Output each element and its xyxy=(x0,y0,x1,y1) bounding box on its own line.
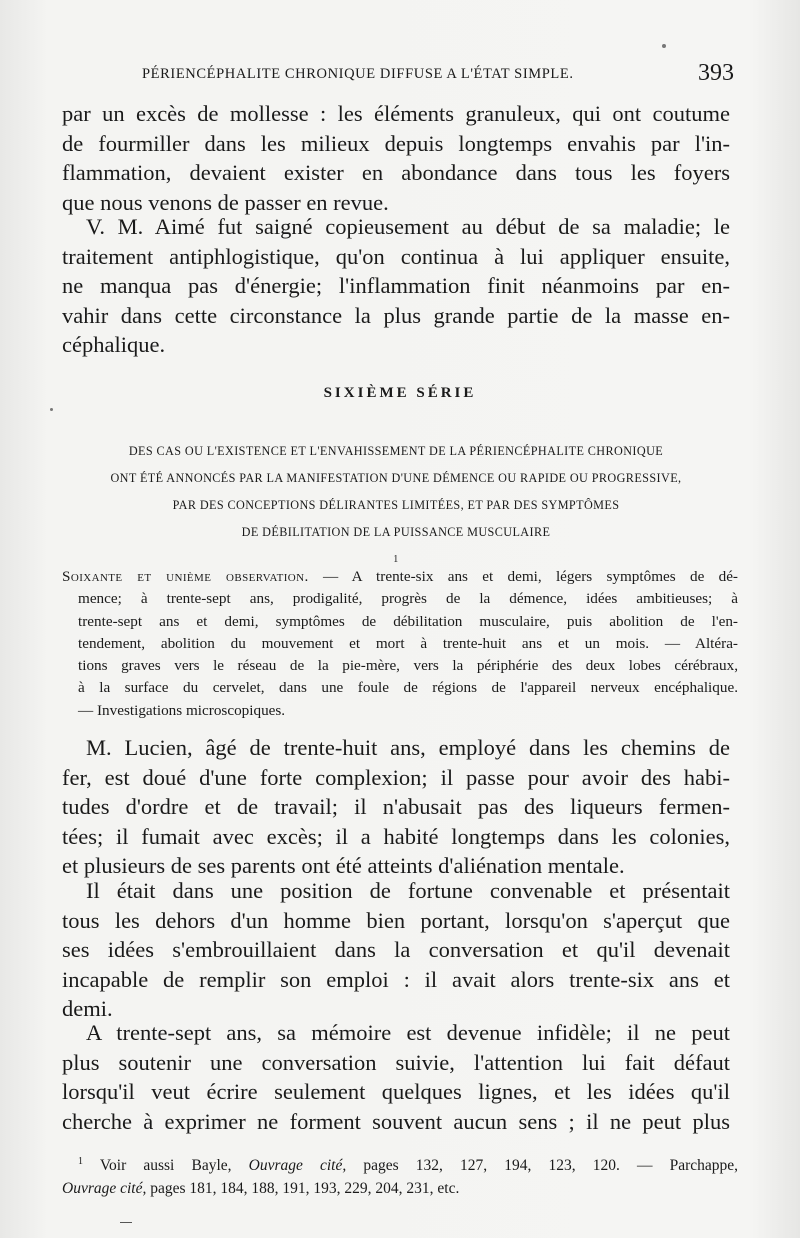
text-line: lorsqu'il veut écrire seulement quelques lignes, et les idées qu'il xyxy=(62,1079,730,1104)
ink-speck xyxy=(50,408,53,411)
text-line: — Investigations microscopiques. xyxy=(78,701,286,719)
text-line: fer, est doué d'une forte complexion; il passe pour avoir des habi- xyxy=(62,764,730,790)
text-line: que nous venons de passer en revue. xyxy=(62,189,389,215)
text-line: ses idées s'embrouillaient dans la conversation et qu'il devenait xyxy=(62,937,730,962)
text-line: à la surface du cervelet, dans une foule de régions de l'appareil nerveux encéphalique. xyxy=(78,679,738,697)
section-heading: SIXIÈME SÉRIE xyxy=(323,385,477,401)
text-line: Il était dans une position de fortune convenable et présentait xyxy=(86,878,730,903)
text-line: par un excès de mollesse : les éléments granuleux, qui ont coutume xyxy=(62,101,730,126)
series-title xyxy=(62,438,730,577)
text-line: flammation, devaient exister en abondance dans tous les foyers xyxy=(62,160,730,185)
footnote-text: pages 181, 184, 188, 191, 193, 229, 204, 231, etc. xyxy=(146,1180,460,1198)
text-line: A trente-sept ans, sa mémoire est devenue infidèle; il ne peut xyxy=(86,1020,730,1045)
text-line: tions graves vers le réseau de la pie-mère, vers la périphérie des deux lobes cérébraux, xyxy=(78,657,738,675)
intro-paragraph xyxy=(62,99,730,217)
paragraph-lucien xyxy=(62,733,730,881)
footnote-text: pages 132, 127, 194, 123, 120. — Parchappe, xyxy=(346,1157,738,1175)
series-title-line: PAR DES CONCEPTIONS DÉLIRANTES LIMITÉES, ET PAR DES SYMPTÔMES xyxy=(172,498,620,512)
text-line: V. M. Aimé fut saigné copieusement au début de sa maladie; le xyxy=(86,214,730,239)
footnote-line xyxy=(62,1177,738,1200)
paragraph-memoire xyxy=(62,1018,730,1136)
footnote-citation: Ouvrage cité, xyxy=(62,1180,147,1198)
text-line: tudes d'ordre et de travail; il n'abusait pas des liqueurs fermen- xyxy=(62,794,730,819)
observation-summary xyxy=(62,566,738,722)
observation-text: — A trente-six ans et demi, légers symptômes de dé- xyxy=(308,568,738,585)
text-line: tées; il fumait avec excès; il a habité longtemps dans les colonies, xyxy=(62,823,730,849)
series-title-line: DES CAS OU L'EXISTENCE ET L'ENVAHISSEMENT DE LA PÉRIENCÉPHALITE CHRONIQUE xyxy=(128,444,664,458)
paragraph-v xyxy=(62,212,730,360)
footnote-citation: Ouvrage cité, xyxy=(248,1157,347,1175)
text-line: M. Lucien, âgé de trente-huit ans, employé dans les chemins de xyxy=(86,735,730,760)
paragraph-fortune xyxy=(62,876,730,1024)
text-line: traitement antiphlogistique, qu'on continua à lui appliquer ensuite, xyxy=(62,243,730,269)
footnote-line xyxy=(62,1150,738,1177)
text-line: tous les dehors d'un homme bien portant, lorsqu'on s'aperçut que xyxy=(62,907,730,933)
text-line: mence; à trente-sept ans, prodigalité, progrès de la démence, idées ambitieuses; à xyxy=(78,590,738,608)
text-line: ne manqua pas d'énergie; l'inflammation finit néanmoins par en- xyxy=(62,273,730,298)
running-title: PÉRIENCÉPHALITE CHRONIQUE DIFFUSE A L'ÉTAT SIMPLE. xyxy=(142,66,574,82)
text-line: demi. xyxy=(62,996,113,1021)
text-line: céphalique. xyxy=(62,332,166,357)
running-header xyxy=(62,58,734,88)
text-line: trente-sept ans et demi, symptômes de débilitation musculaire, puis abolition de l'en- xyxy=(78,612,738,630)
text-line: incapable de remplir son emploi : il avait alors trente-six ans et xyxy=(62,966,730,992)
text-line: tendement, abolition du mouvement et mort à trente-huit ans et un mois. — Altéra- xyxy=(78,634,738,652)
page-number: 393 xyxy=(698,60,734,86)
series-title-last: DE DÉBILITATION DE LA PUISSANCE MUSCULAIRE xyxy=(241,525,551,539)
observation-label: Soixante et unième observation. xyxy=(62,568,309,585)
text-line: vahir dans cette circonstance la plus grande partie de la masse en- xyxy=(62,302,730,328)
footnote xyxy=(62,1150,738,1200)
text-line: de fourmiller dans les milieux depuis longtemps envahis par l'in- xyxy=(62,130,730,156)
footnote-mark: 1 xyxy=(78,1156,83,1167)
page-mark xyxy=(120,1222,132,1223)
text-line xyxy=(62,566,738,588)
footnote-reference[interactable]: 1 xyxy=(393,554,399,565)
text-line: cherche à exprimer ne forment souvent aucun sens ; il ne peut plus xyxy=(62,1108,730,1134)
series-title-line: ONT ÉTÉ ANNONCÉS PAR LA MANIFESTATION D'UNE DÉMENCE OU RAPIDE OU PROGRESSIVE, xyxy=(110,471,682,485)
text-line: plus soutenir une conversation suivie, l'attention lui fait défaut xyxy=(62,1049,730,1075)
ink-speck xyxy=(662,44,666,48)
text-line: et plusieurs de ses parents ont été atteints d'aliénation mentale. xyxy=(62,853,625,878)
footnote-text: Voir aussi Bayle, xyxy=(83,1157,249,1175)
